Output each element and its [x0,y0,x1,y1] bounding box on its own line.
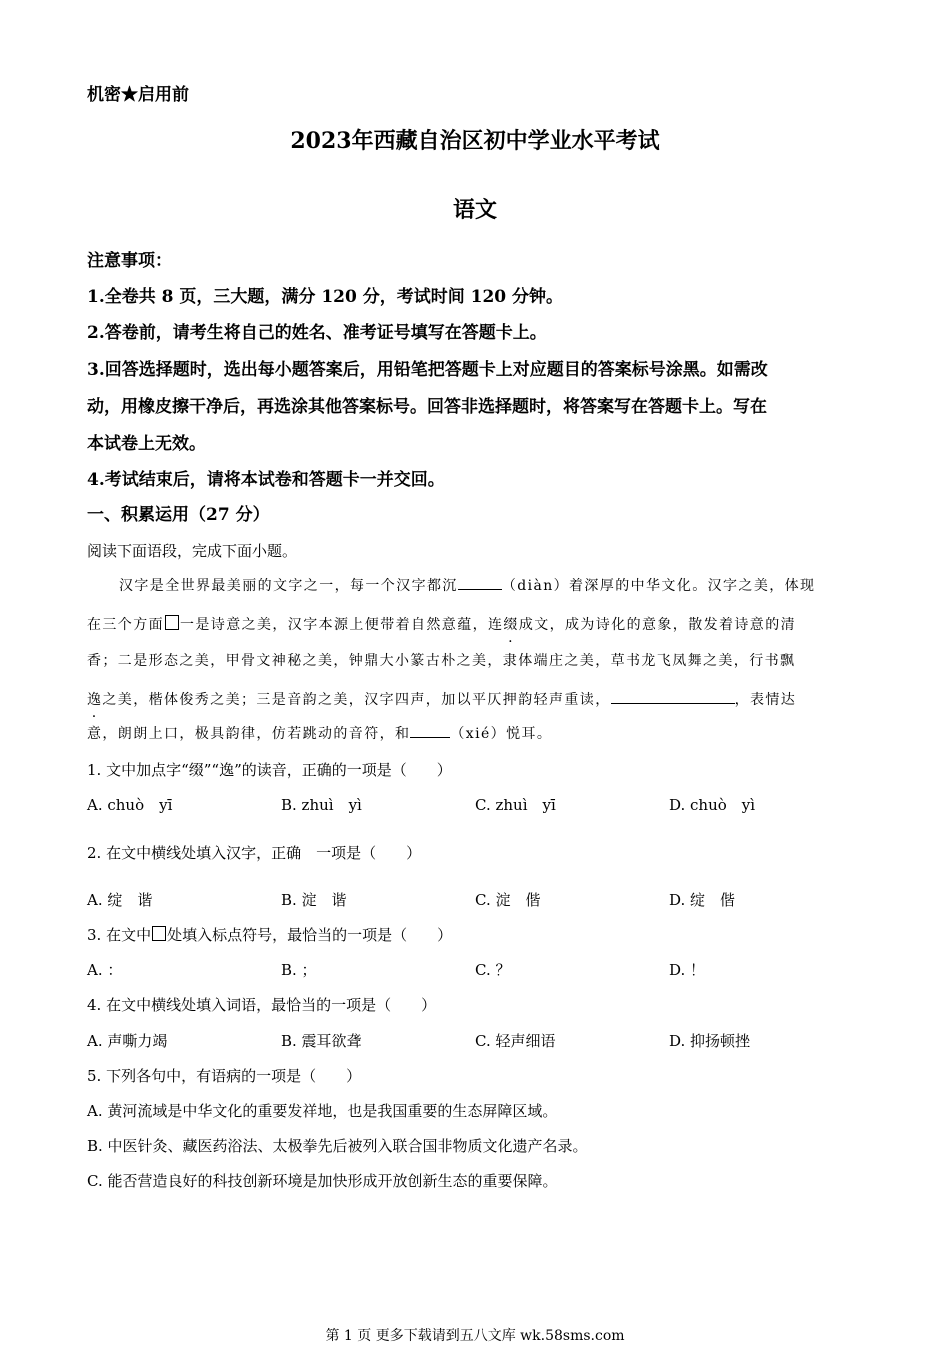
question-5-stem: 5. 下列各句中，有语病的一项是（ ） [87,1067,362,1085]
passage-text: 之美，楷体俊秀之美；三是音韵之美，汉字四声，加以平仄押韵轻声重读， [102,692,611,708]
passage-text: 一是诗意之美，汉字本源上便带着自然意蕴，连 [180,617,504,633]
q2-option-d: D. 绽 偕 [669,891,736,909]
question-1-stem: 1. 文中加点字“缀”“逸”的读音，正确的一项是（ ） [87,761,452,779]
q2-option-c: C. 淀 偕 [475,891,541,909]
confidential-label: 机密★启用前 [87,85,189,105]
question-3-stem [87,924,452,945]
passage-line-2 [87,614,796,634]
exam-title: 2023年西藏自治区初中学业水平考试 [290,128,660,154]
question-2-stem: 2. 在文中横线处填入汉字，正确 一项是（ ） [87,844,422,862]
q3-option-a: A. ： [87,961,123,979]
dotted-char: 缀 [503,617,519,633]
q5-option-b: B. 中医针灸、藏医药浴法、太极拳先后被列入联合国非物质文化遗产名录。 [87,1137,588,1155]
passage-line-5 [87,723,552,743]
q3-option-d: D. ！ [669,961,706,979]
q3-option-b: B. ； [281,961,317,979]
punctuation-box [165,615,179,630]
q1-option-a: A. chuò yī [87,796,173,814]
q4-option-a: A. 声嘶力竭 [87,1032,168,1050]
answer-blank [458,575,502,590]
passage-text: （xié）悦耳。 [450,726,553,742]
passage-text: 汉字是全世界最美丽的文字之一，每一个汉字都沉 [119,578,458,594]
notice-line-3a: 3.回答选择题时，选出每小题答案后，用铅笔把答题卡上对应题目的答案标号涂黑。如需改 [87,360,768,380]
passage-line-1 [119,575,815,595]
section-heading: 一、积累运用（27 分） [87,505,270,525]
q3-option-c: C. ？ [475,961,511,979]
q4-option-c: C. 轻声细语 [475,1032,556,1050]
passage-line-4 [87,689,796,709]
subject-title: 语文 [452,197,497,223]
notice-line-2: 2.答卷前，请考生将自己的姓名、准考证号填写在答题卡上。 [87,323,547,343]
reading-instruction: 阅读下面语段，完成下面小题。 [87,542,298,560]
q5-option-a: A. 黄河流域是中华文化的重要发祥地，也是我国重要的生态屏障区域。 [87,1102,558,1120]
dotted-char: 逸 [87,692,103,708]
notice-line-1: 1.全卷共 8 页，三大题，满分 120 分，考试时间 120 分钟。 [87,287,564,307]
passage-text: 在三个方面 [87,617,164,633]
page-footer: 第 1 页 更多下载请到五八文库 wk.58sms.com [325,1328,625,1344]
stem-text: 处填入标点符号，最恰当的一项是（ ） [167,926,453,944]
passage-text: （diàn）着深厚的中华文化。汉字之美，体现 [501,578,816,594]
answer-blank [410,723,450,738]
punctuation-box [152,926,166,941]
q4-option-d: D. 抑扬顿挫 [669,1032,751,1050]
q5-option-c: C. 能否营造良好的科技创新环境是加快形成开放创新生态的重要保障。 [87,1172,558,1190]
notice-line-4: 4.考试结束后，请将本试卷和答题卡一并交回。 [87,470,445,490]
stem-text: 3. 在文中 [87,926,152,944]
question-4-stem: 4. 在文中横线处填入词语，最恰当的一项是（ ） [87,996,437,1014]
passage-text: ，表情达 [734,692,797,708]
notice-line-3c: 本试卷上无效。 [87,434,206,454]
q1-option-c: C. zhuì yī [475,796,556,814]
q2-option-b: B. 淀 谐 [281,891,347,909]
q2-option-a: A. 绽 谐 [87,891,153,909]
answer-blank [611,689,735,704]
notice-heading: 注意事项： [87,251,172,271]
q1-option-b: B. zhuì yì [281,796,362,814]
passage-line-3 [87,650,795,670]
notice-line-3b: 动，用橡皮擦干净后，再选涂其他答案标号。回答非选择题时，将答案写在答题卡上。写在 [87,397,767,417]
passage-text: 香；二是形态之美，甲骨文神秘之美，钟鼎大小篆古朴之美，隶体端庄之美，草书龙飞凤舞之美，行书飘 [87,653,796,669]
q4-option-b: B. 震耳欲聋 [281,1032,362,1050]
q1-option-d: D. chuò yì [669,796,756,814]
passage-text: 意，朗朗上口，极具韵律，仿若跳动的音符，和 [87,726,411,742]
passage-text: 成文，成为诗化的意象，散发着诗意的清 [518,617,797,633]
